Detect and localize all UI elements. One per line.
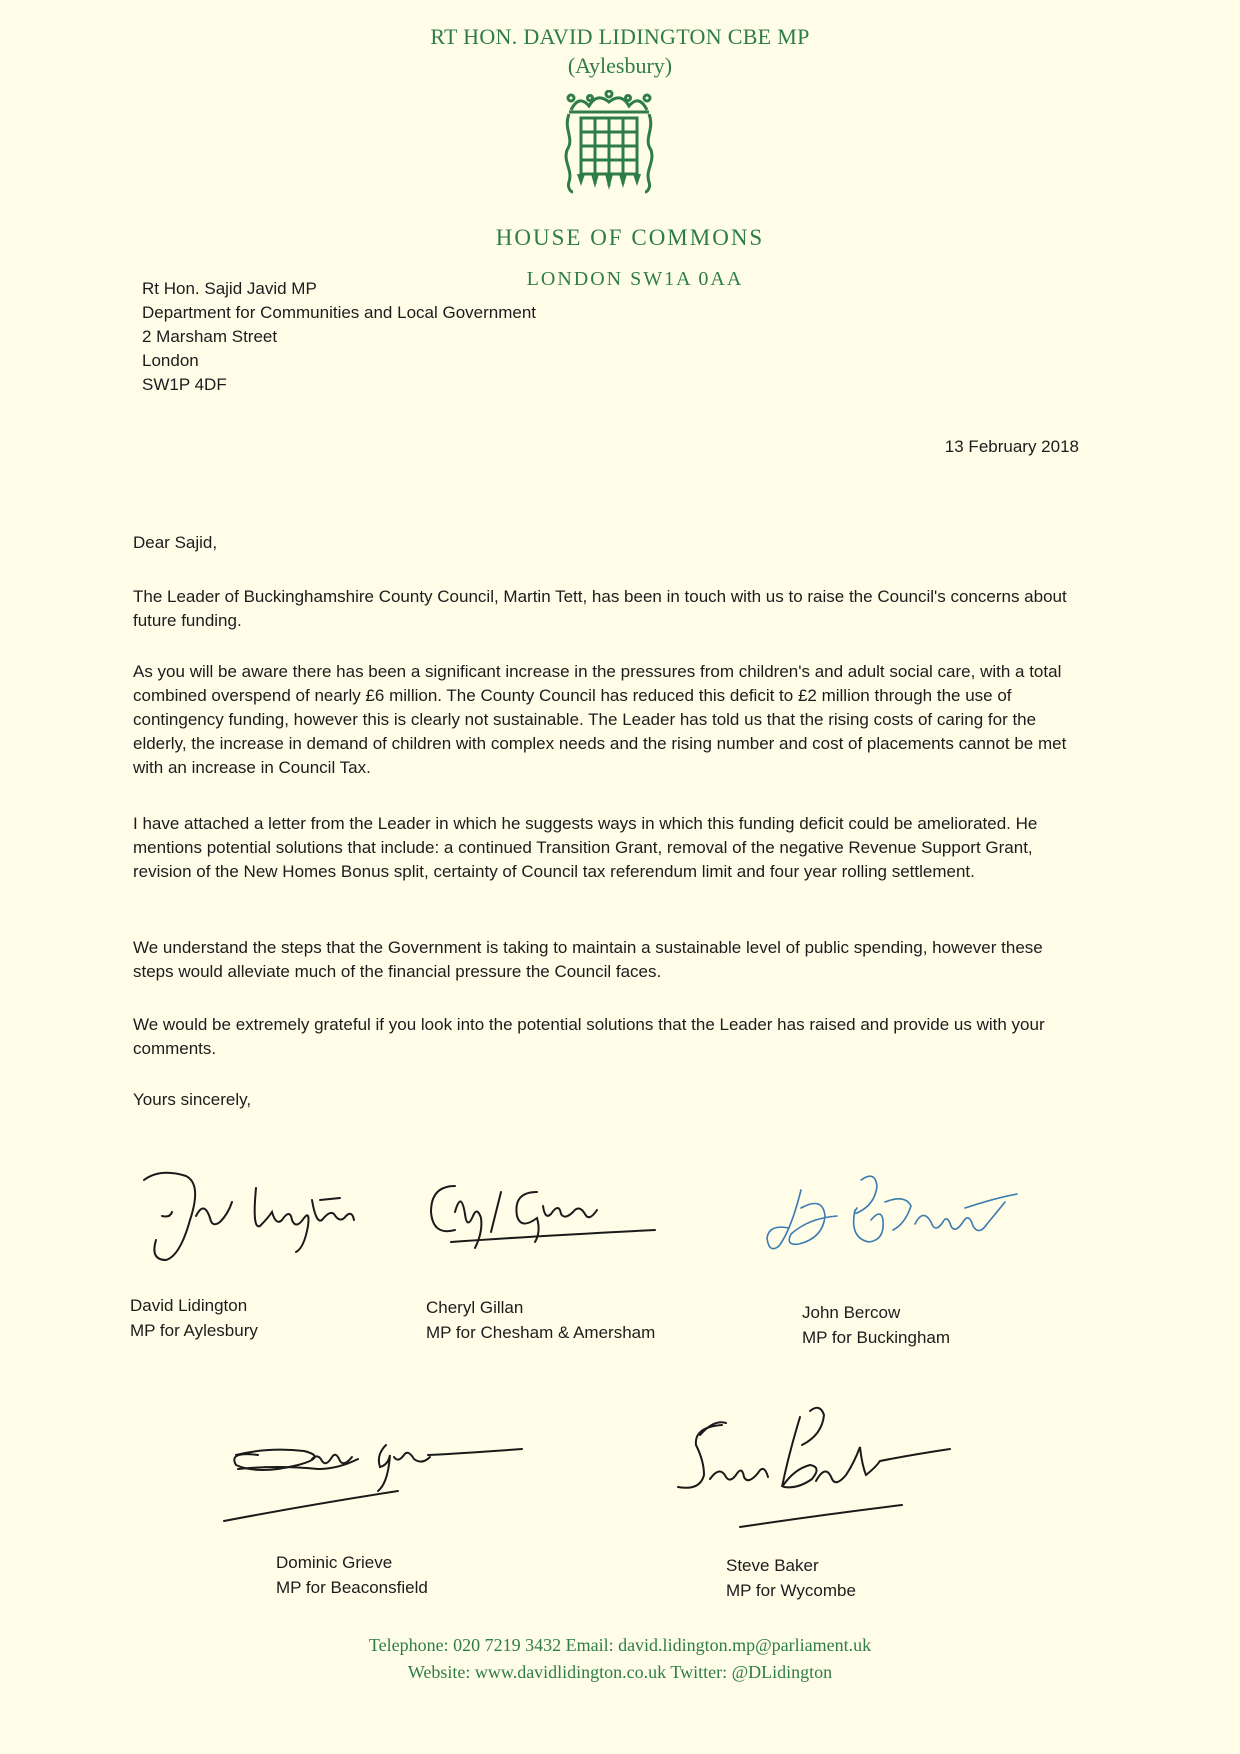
recipient-line: SW1P 4DF bbox=[142, 375, 227, 394]
salutation: Dear Sajid, bbox=[133, 533, 218, 552]
signature-david-lidington bbox=[140, 1160, 400, 1270]
portcullis-icon bbox=[563, 90, 655, 194]
signatory-seat: MP for Chesham & Amersham bbox=[426, 1323, 656, 1342]
signature-cheryl-gillan bbox=[425, 1172, 665, 1262]
body-paragraph: We would be extremely grateful if you look into the potential solutions that the Leader has raised and provide us with your comments. bbox=[133, 1015, 1045, 1058]
letterhead-house: HOUSE OF COMMONS bbox=[495, 225, 765, 250]
recipient-address bbox=[142, 277, 536, 397]
letterhead-constituency: (Aylesbury) bbox=[567, 53, 673, 78]
letter-date: 13 February 2018 bbox=[944, 437, 1079, 456]
recipient-line: 2 Marsham Street bbox=[142, 327, 278, 346]
signatory-seat: MP for Wycombe bbox=[726, 1581, 856, 1600]
footer-contact: Telephone: 020 7219 3432 Email: david.lidington.mp@parliament.uk bbox=[368, 1635, 872, 1655]
letterhead-name: RT HON. DAVID LIDINGTON CBE MP bbox=[430, 24, 810, 49]
signatory-name: Steve Baker bbox=[726, 1556, 819, 1575]
signatory-seat: MP for Aylesbury bbox=[130, 1321, 258, 1340]
recipient-line: Rt Hon. Sajid Javid MP bbox=[142, 279, 317, 298]
signatory-name: Dominic Grieve bbox=[276, 1553, 393, 1572]
body-paragraph: We understand the steps that the Government is taking to maintain a sustainable level of public spending, however these steps would alleviate much of the financial pressure the Council faces. bbox=[133, 938, 1043, 981]
signature-john-bercow bbox=[765, 1168, 1065, 1268]
signatory-seat: MP for Beaconsfield bbox=[276, 1578, 428, 1597]
closing: Yours sincerely, bbox=[133, 1090, 252, 1109]
signatory-name: Cheryl Gillan bbox=[426, 1298, 524, 1317]
footer-web: Website: www.davidlidington.co.uk Twitter: @DLidington bbox=[407, 1662, 833, 1682]
recipient-line: Department for Communities and Local Government bbox=[142, 303, 537, 322]
body-paragraph: As you will be aware there has been a significant increase in the pressures from children's and adult social care, with a total combined overspend of nearly £6 million. The County Council has reduced this deficit to £2 million through the use of contingency funding, however this is clearly not sustainable. The Leader has told us that the rising costs of caring for the elderly, the increase in demand of children with complex needs and the rising number and cost of placements cannot be met with an increase in Council Tax. bbox=[133, 662, 1067, 777]
signatory-name: David Lidington bbox=[130, 1296, 248, 1315]
letterhead-address: LONDON SW1A 0AA bbox=[526, 268, 744, 290]
signature-dominic-grieve bbox=[218, 1425, 538, 1525]
signature-steve-baker bbox=[670, 1405, 960, 1535]
body-paragraph: The Leader of Buckinghamshire County Council, Martin Tett, has been in touch with us to raise the Council's concerns about future funding. bbox=[133, 587, 1067, 630]
recipient-line: London bbox=[142, 351, 199, 370]
body-paragraph: I have attached a letter from the Leader in which he suggests ways in which this funding deficit could be ameliorated. He mentions potential solutions that include: a continued Transition Grant, removal of the negative Revenue Support Grant, revision of the New Homes Bonus split, certainty of Council tax referendum limit and four year rolling settlement. bbox=[133, 814, 1038, 881]
signatory-seat: MP for Buckingham bbox=[802, 1328, 951, 1347]
signatory-name: John Bercow bbox=[802, 1303, 901, 1322]
